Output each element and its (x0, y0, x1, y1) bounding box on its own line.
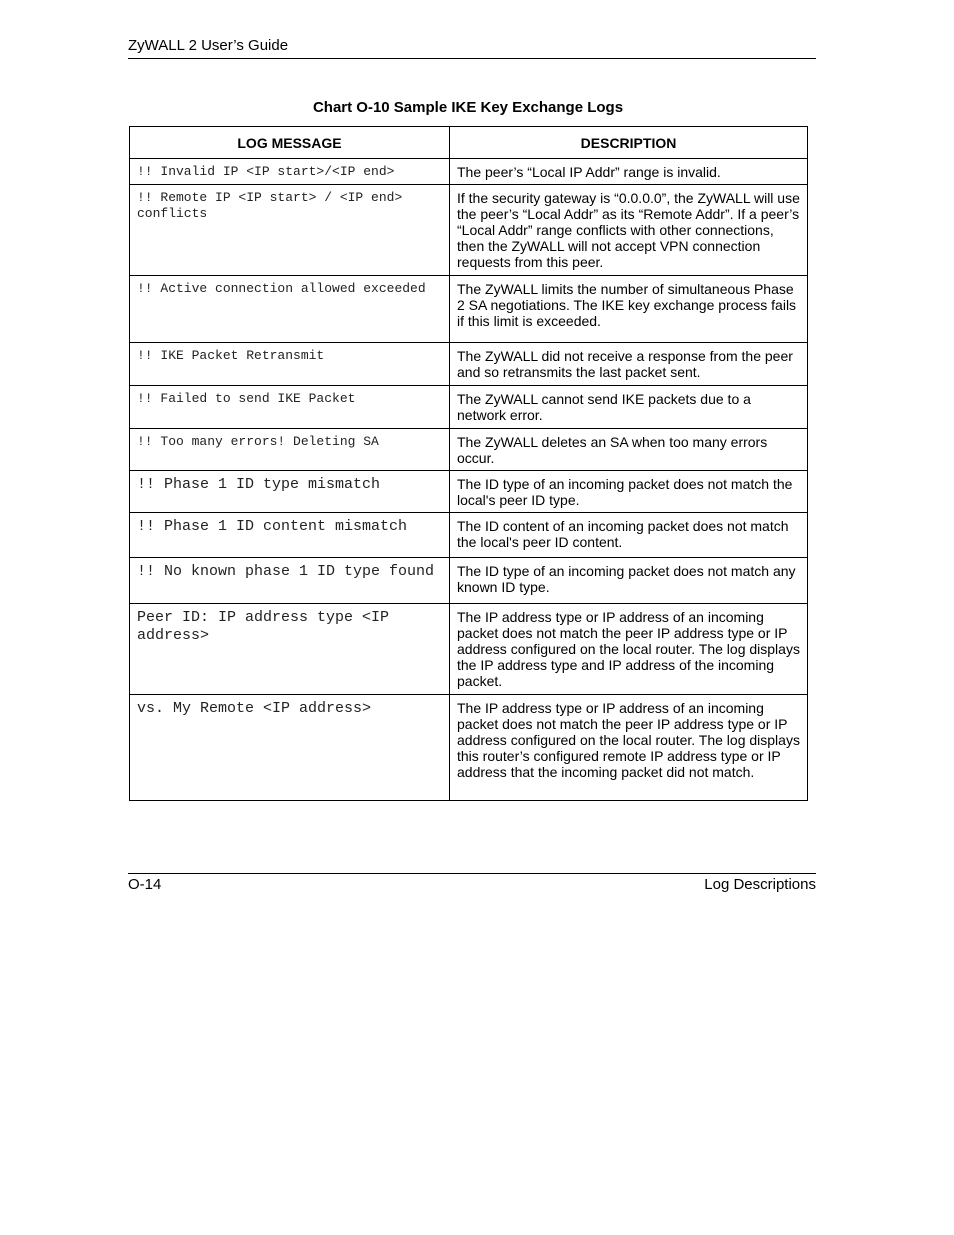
log-message-cell: !! Active connection allowed exceeded (130, 276, 450, 343)
description-cell: The ZyWALL deletes an SA when too many errors occur. (450, 429, 808, 471)
page-header (128, 36, 816, 59)
table-row (130, 695, 808, 801)
page-number: O-14 (128, 876, 162, 893)
description-cell: The peer’s “Local IP Addr” range is invalid. (450, 159, 808, 185)
description-cell: The ZyWALL cannot send IKE packets due to a network error. (450, 386, 808, 429)
log-message-cell: !! Too many errors! Deleting SA (130, 429, 450, 471)
ike-log-table (129, 126, 808, 801)
description-cell: The ZyWALL did not receive a response from the peer and so retransmits the last packet sent. (450, 343, 808, 386)
log-message-cell: !! Phase 1 ID type mismatch (130, 471, 450, 513)
log-message-cell: !! Invalid IP <IP start>/<IP end> (130, 159, 450, 185)
table-row (130, 276, 808, 343)
description-cell: If the security gateway is “0.0.0.0”, the ZyWALL will use the peer’s “Local Addr” as its “Remote Addr”. If a peer’s “Local Addr” range conflicts with other connections, then the ZyWALL will not accept VPN connection requests from this peer. (450, 185, 808, 276)
table-row (130, 604, 808, 695)
table-row (130, 558, 808, 604)
log-message-cell: vs. My Remote <IP address> (130, 695, 450, 801)
description-cell: The ZyWALL limits the number of simultaneous Phase 2 SA negotiations. The IKE key exchange process fails if this limit is exceeded. (450, 276, 808, 343)
log-message-cell: Peer ID: IP address type <IP address> (130, 604, 450, 695)
table-row (130, 471, 808, 513)
description-cell: The ID type of an incoming packet does not match the local's peer ID type. (450, 471, 808, 513)
log-message-cell: !! Phase 1 ID content mismatch (130, 513, 450, 558)
log-message-cell: !! Remote IP <IP start> / <IP end> conflicts (130, 185, 450, 276)
table-row (130, 343, 808, 386)
log-message-cell: !! No known phase 1 ID type found (130, 558, 450, 604)
description-cell: The IP address type or IP address of an incoming packet does not match the peer IP address type or IP address configured on the local router. The log displays the IP address type and IP address of the incoming packet. (450, 604, 808, 695)
table-header-row (130, 127, 808, 159)
table-row (130, 159, 808, 185)
section-name: Log Descriptions (704, 876, 816, 893)
table-row (130, 429, 808, 471)
column-header-description: DESCRIPTION (450, 127, 808, 159)
description-cell: The ID type of an incoming packet does not match any known ID type. (450, 558, 808, 604)
log-message-cell: !! IKE Packet Retransmit (130, 343, 450, 386)
description-cell: The IP address type or IP address of an incoming packet does not match the peer IP address type or IP address configured on the local router. The log displays this router’s configured remote IP address type or IP address that the incoming packet did not match. (450, 695, 808, 801)
table-row (130, 513, 808, 558)
log-message-cell: !! Failed to send IKE Packet (130, 386, 450, 429)
table-row (130, 386, 808, 429)
guide-title: ZyWALL 2 User’s Guide (128, 37, 289, 54)
table-row (130, 185, 808, 276)
page-footer (128, 873, 816, 895)
chart-caption: Chart O-10 Sample IKE Key Exchange Logs (312, 99, 624, 116)
description-cell: The ID content of an incoming packet does not match the local's peer ID content. (450, 513, 808, 558)
column-header-log-message: LOG MESSAGE (130, 127, 450, 159)
